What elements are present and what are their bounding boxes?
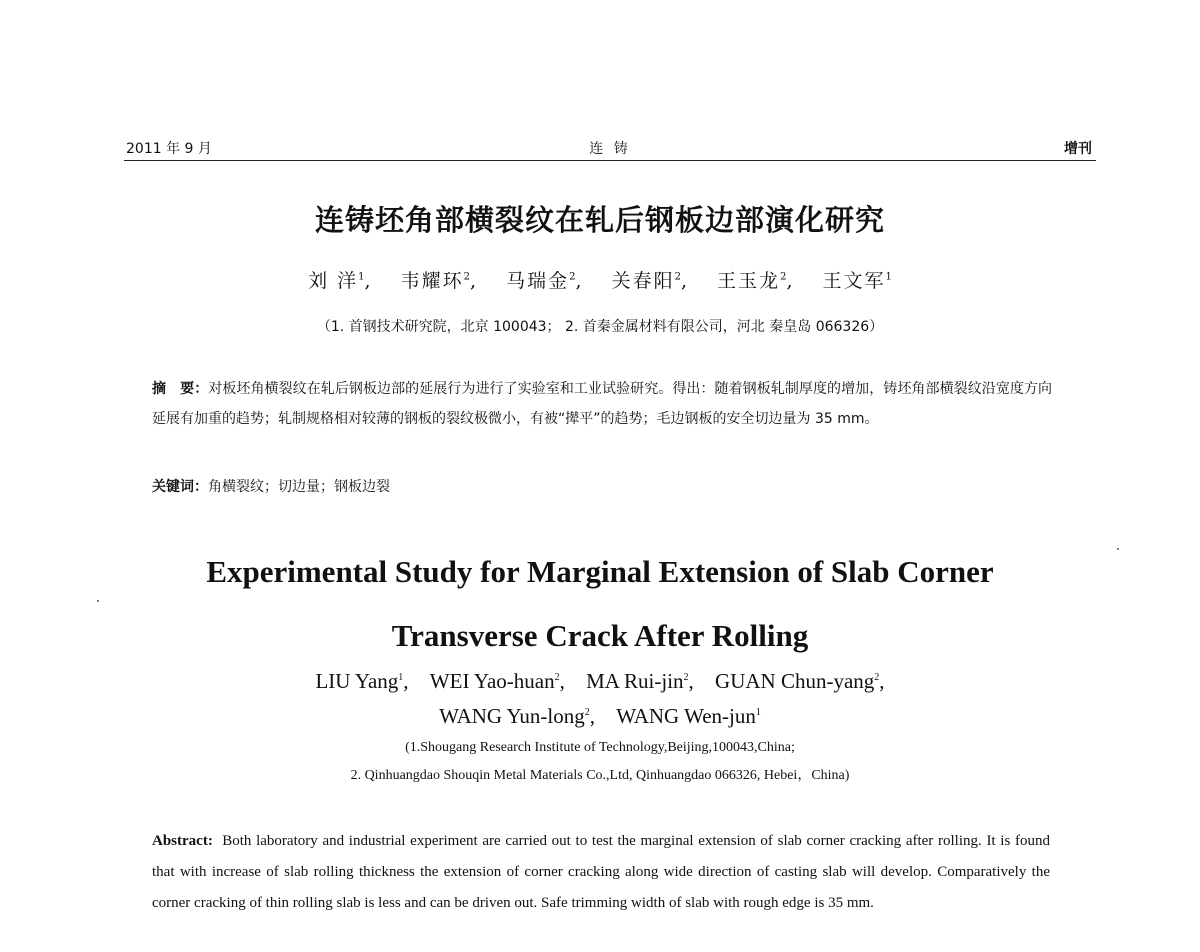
chinese-author: 刘 洋$^1$, bbox=[308, 270, 373, 292]
english-author: MA Rui-jin$^2$, bbox=[586, 669, 694, 693]
chinese-keywords bbox=[152, 476, 1052, 496]
english-author: GUAN Chun-yang$^2$, bbox=[715, 669, 885, 693]
author-name: 王玉龙 bbox=[717, 270, 781, 292]
author-name: WEI Yao-huan bbox=[429, 669, 555, 693]
english-authors bbox=[0, 662, 1200, 732]
english-affiliation bbox=[0, 734, 1200, 790]
author-affil-mark: 2 bbox=[683, 672, 689, 683]
english-author: WANG Yun-long$^2$, bbox=[439, 704, 595, 728]
author-affil-mark: 1 bbox=[755, 707, 761, 718]
scan-speck bbox=[1117, 548, 1119, 550]
chinese-author: 马瑞金$^2$, bbox=[506, 270, 584, 292]
english-authors-line-2 bbox=[0, 697, 1200, 732]
author-affil-mark: 1 bbox=[358, 271, 365, 283]
english-title bbox=[0, 546, 1200, 662]
english-author: LIU Yang$^1$, bbox=[315, 669, 409, 693]
author-name: 关春阳 bbox=[611, 270, 675, 292]
chinese-keywords-text: 角横裂纹；切边量；钢板边裂 bbox=[208, 479, 390, 495]
author-affil-mark: 2 bbox=[554, 672, 560, 683]
english-authors-line-1 bbox=[0, 662, 1200, 697]
english-abstract-label: Abstract: bbox=[152, 833, 213, 849]
running-header bbox=[124, 138, 1096, 161]
chinese-abstract-label: 摘 要： bbox=[152, 381, 209, 397]
author-affil-mark: 2 bbox=[874, 672, 880, 683]
english-title-line-1: Experimental Study for Marginal Extension of Slab Corner bbox=[206, 554, 994, 589]
chinese-title: 连铸坯角部横裂纹在轧后钢板边部演化研究 bbox=[314, 203, 885, 237]
chinese-author: 关春阳$^2$, bbox=[611, 270, 689, 292]
english-title-line-2: Transverse Crack After Rolling bbox=[391, 618, 809, 653]
author-name: 马瑞金 bbox=[506, 270, 570, 292]
english-author bbox=[616, 697, 761, 732]
header-issue: 增刊 bbox=[1064, 141, 1092, 157]
author-name: 王文军 bbox=[822, 270, 886, 292]
author-affil-mark: 2 bbox=[584, 707, 590, 718]
header-date: 2011 年 9 月 bbox=[126, 141, 212, 157]
author-affil-mark: 1 bbox=[398, 672, 404, 683]
english-abstract-text: Both laboratory and industrial experiment are carried out to test the marginal extension of slab corner cracking after rolling. It is found that with increase of slab rolling thickness the extension of corner cracking along wide direction of casting slab will develop. Comparatively the corner cracking of thin rolling slab is less and can be driven out. Safe trimming width of slab with rough edge is 35 mm. bbox=[152, 833, 1051, 911]
chinese-author bbox=[823, 266, 892, 293]
author-name: WANG Wen-jun bbox=[616, 704, 756, 728]
scan-speck bbox=[97, 600, 99, 602]
author-affil-mark: 2 bbox=[569, 271, 576, 283]
author-name: WANG Yun-long bbox=[439, 704, 585, 728]
author-name: 刘 洋 bbox=[308, 270, 359, 292]
author-affil-mark: 1 bbox=[885, 271, 892, 283]
chinese-author: 王玉龙$^2$, bbox=[717, 270, 795, 292]
header-journal: 连 铸 bbox=[589, 141, 631, 157]
english-abstract bbox=[152, 826, 1050, 919]
author-affil-mark: 2 bbox=[674, 271, 681, 283]
author-name: 韦耀环 bbox=[400, 270, 464, 292]
english-affiliation-line-1: (1.Shougang Research Institute of Technology,Beijing,100043,China; bbox=[405, 740, 795, 755]
author-affil-mark: 2 bbox=[780, 271, 787, 283]
chinese-authors bbox=[0, 266, 1200, 293]
author-name: MA Rui-jin bbox=[586, 669, 684, 693]
author-affil-mark: 2 bbox=[463, 271, 470, 283]
chinese-affiliation: （1. 首钢技术研究院，北京 100043； 2. 首秦金属材料有限公司，河北 秦皇岛 066326） bbox=[316, 319, 884, 335]
chinese-author: 韦耀环$^2$, bbox=[400, 270, 479, 292]
chinese-abstract bbox=[152, 374, 1052, 434]
chinese-abstract-text: 对板坯角横裂纹在轧后钢板边部的延展行为进行了实验室和工业试验研究。得出：随着钢板轧制厚度的增加，铸坯角部横裂纹沿宽度方向延展有加重的趋势；轧制规格相对较薄的钢板的裂纹极微小，有被“撵平”的趋势；毛边钢板的安全切边量为 35 mm。 bbox=[152, 381, 1053, 427]
english-author: WEI Yao-huan$^2$, bbox=[429, 669, 565, 693]
author-name: GUAN Chun-yang bbox=[715, 669, 875, 693]
chinese-keywords-label: 关键词： bbox=[152, 479, 208, 495]
author-name: LIU Yang bbox=[315, 669, 399, 693]
english-affiliation-line-2: 2. Qinhuangdao Shouqin Metal Materials Co.,Ltd, Qinhuangdao 066326, Hebei，China) bbox=[350, 768, 850, 783]
